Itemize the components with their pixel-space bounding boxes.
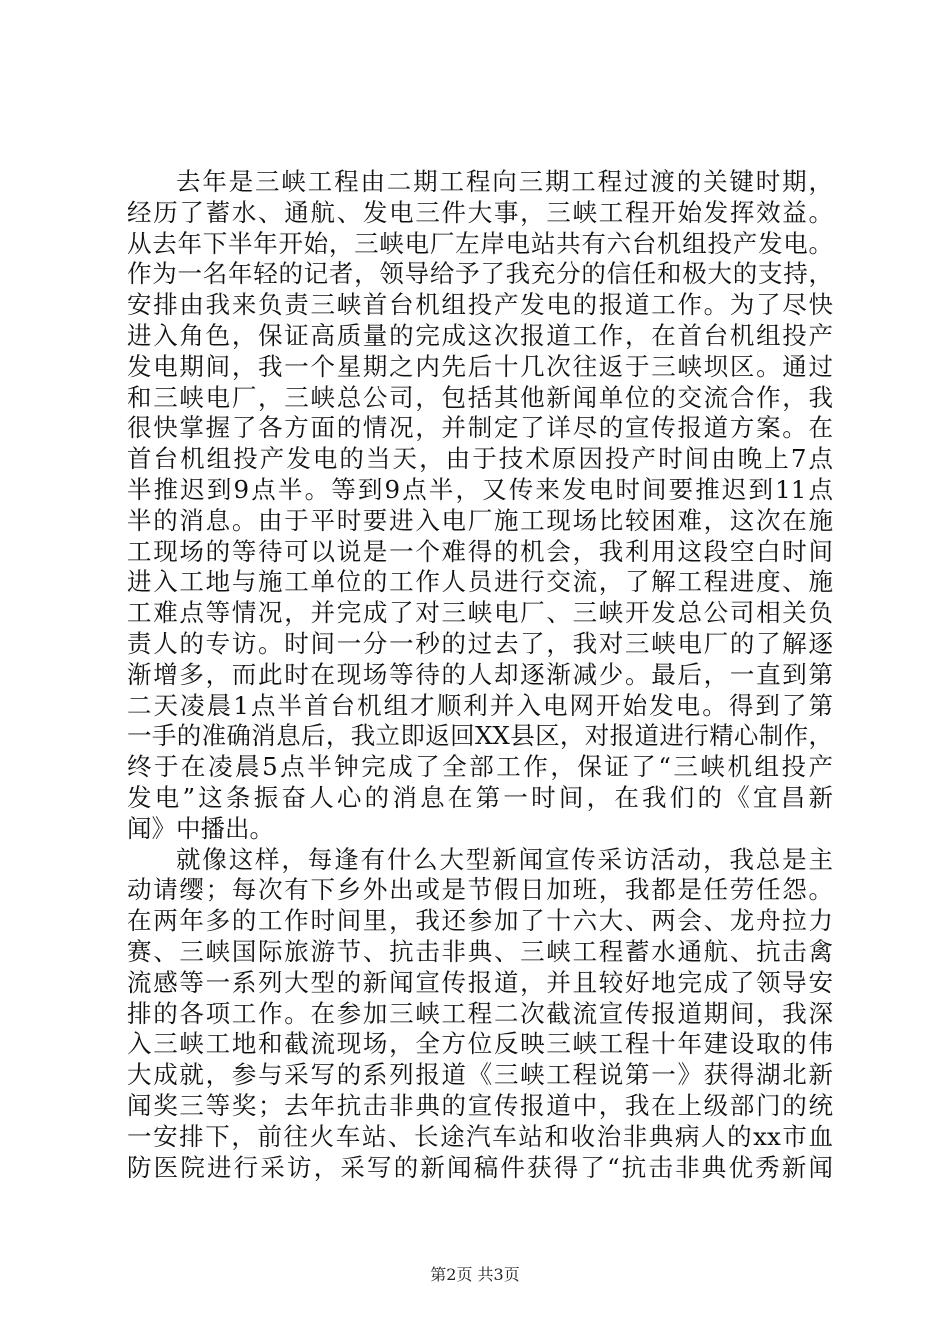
paragraph-2-line-11: 防医院进行采访，采写的新闻稿件获得了“抗击非典优秀新闻	[127, 1152, 833, 1182]
paragraph-1-line-11: 半推迟到9点半。等到9点半，又传来发电时间要推迟到11点	[127, 474, 833, 504]
paragraph-2-line-10: 一安排下，前往火车站、长途汽车站和收治非典病人的xx市血	[127, 1121, 833, 1151]
paragraph-2-line-9: 闻奖三等奖；去年抗击非典的宣传报道中，我在上级部门的统	[127, 1090, 833, 1120]
paragraph-1-line-10: 首台机组投产发电的当天，由于技术原因投产时间由晚上7点	[127, 444, 833, 474]
paragraph-1-line-22: 闻》中播出。	[127, 813, 274, 843]
document-body	[127, 167, 833, 1183]
paragraph-1-line-19: 一手的准确消息后，我立即返回XX县区，对报道进行精心制作，	[127, 721, 833, 751]
paragraph-1-line-8: 和三峡电厂，三峡总公司，包括其他新闻单位的交流合作，我	[127, 382, 833, 412]
page-number-footer: 第2页 共3页	[430, 1265, 520, 1284]
paragraph-1-line-14: 进入工地与施工单位的工作人员进行交流，了解工程进度、施	[127, 567, 833, 597]
paragraph-1-line-20: 终于在凌晨5点半钟完成了全部工作，保证了“三峡机组投产	[127, 752, 833, 782]
paragraph-2-line-2: 动请缨；每次有下乡外出或是节假日加班，我都是任劳任怨。	[127, 875, 833, 905]
paragraph-1-line-18: 二天凌晨1点半首台机组才顺利并入电网开始发电。得到了第	[127, 690, 833, 720]
paragraph-1-line-21: 发电”这条振奋人心的消息在第一时间，在我们的《宜昌新	[127, 782, 833, 812]
paragraph-1-line-6: 进入角色，保证高质量的完成这次报道工作，在首台机组投产	[127, 320, 833, 350]
paragraph-1-line-15: 工难点等情况，并完成了对三峡电厂、三峡开发总公司相关负	[127, 598, 833, 628]
paragraph-1-line-4: 作为一名年轻的记者，领导给予了我充分的信任和极大的支持，	[127, 259, 833, 289]
paragraph-1-line-17: 渐增多，而此时在现场等待的人却逐渐减少。最后，一直到第	[127, 659, 833, 689]
paragraph-1-line-9: 很快掌握了各方面的情况，并制定了详尽的宣传报道方案。在	[127, 413, 833, 443]
paragraph-1-line-1: 去年是三峡工程由二期工程向三期工程过渡的关键时期，	[176, 167, 833, 196]
paragraph-2-line-7: 入三峡工地和截流现场，全方位反映三峡工程十年建设取的伟	[127, 1029, 833, 1059]
paragraph-1-line-12: 半的消息。由于平时要进入电厂施工现场比较困难，这次在施	[127, 505, 833, 535]
paragraph-1-line-5: 安排由我来负责三峡首台机组投产发电的报道工作。为了尽快	[127, 290, 833, 320]
paragraph-1-line-2: 经历了蓄水、通航、发电三件大事，三峡工程开始发挥效益。	[127, 197, 833, 227]
paragraph-2-line-8: 大成就，参与采写的系列报道《三峡工程说第一》获得湖北新	[127, 1060, 833, 1090]
paragraph-2-line-6: 排的各项工作。在参加三峡工程二次截流宣传报道期间，我深	[127, 998, 833, 1028]
paragraph-1-line-16: 责人的专访。时间一分一秒的过去了，我对三峡电厂的了解逐	[127, 628, 833, 658]
paragraph-2-line-3: 在两年多的工作时间里，我还参加了十六大、两会、龙舟拉力	[127, 906, 833, 936]
paragraph-1-line-3: 从去年下半年开始，三峡电厂左岸电站共有六台机组投产发电。	[127, 228, 833, 258]
paragraph-2-line-1: 就像这样，每逢有什么大型新闻宣传采访活动，我总是主	[176, 844, 833, 874]
paragraph-1-line-7: 发电期间，我一个星期之内先后十几次往返于三峡坝区。通过	[127, 351, 833, 381]
paragraph-2-line-5: 流感等一系列大型的新闻宣传报道，并且较好地完成了领导安	[127, 967, 833, 997]
paragraph-2-line-4: 赛、三峡国际旅游节、抗击非典、三峡工程蓄水通航、抗击禽	[127, 936, 833, 966]
paragraph-1-line-13: 工现场的等待可以说是一个难得的机会，我利用这段空白时间	[127, 536, 833, 566]
